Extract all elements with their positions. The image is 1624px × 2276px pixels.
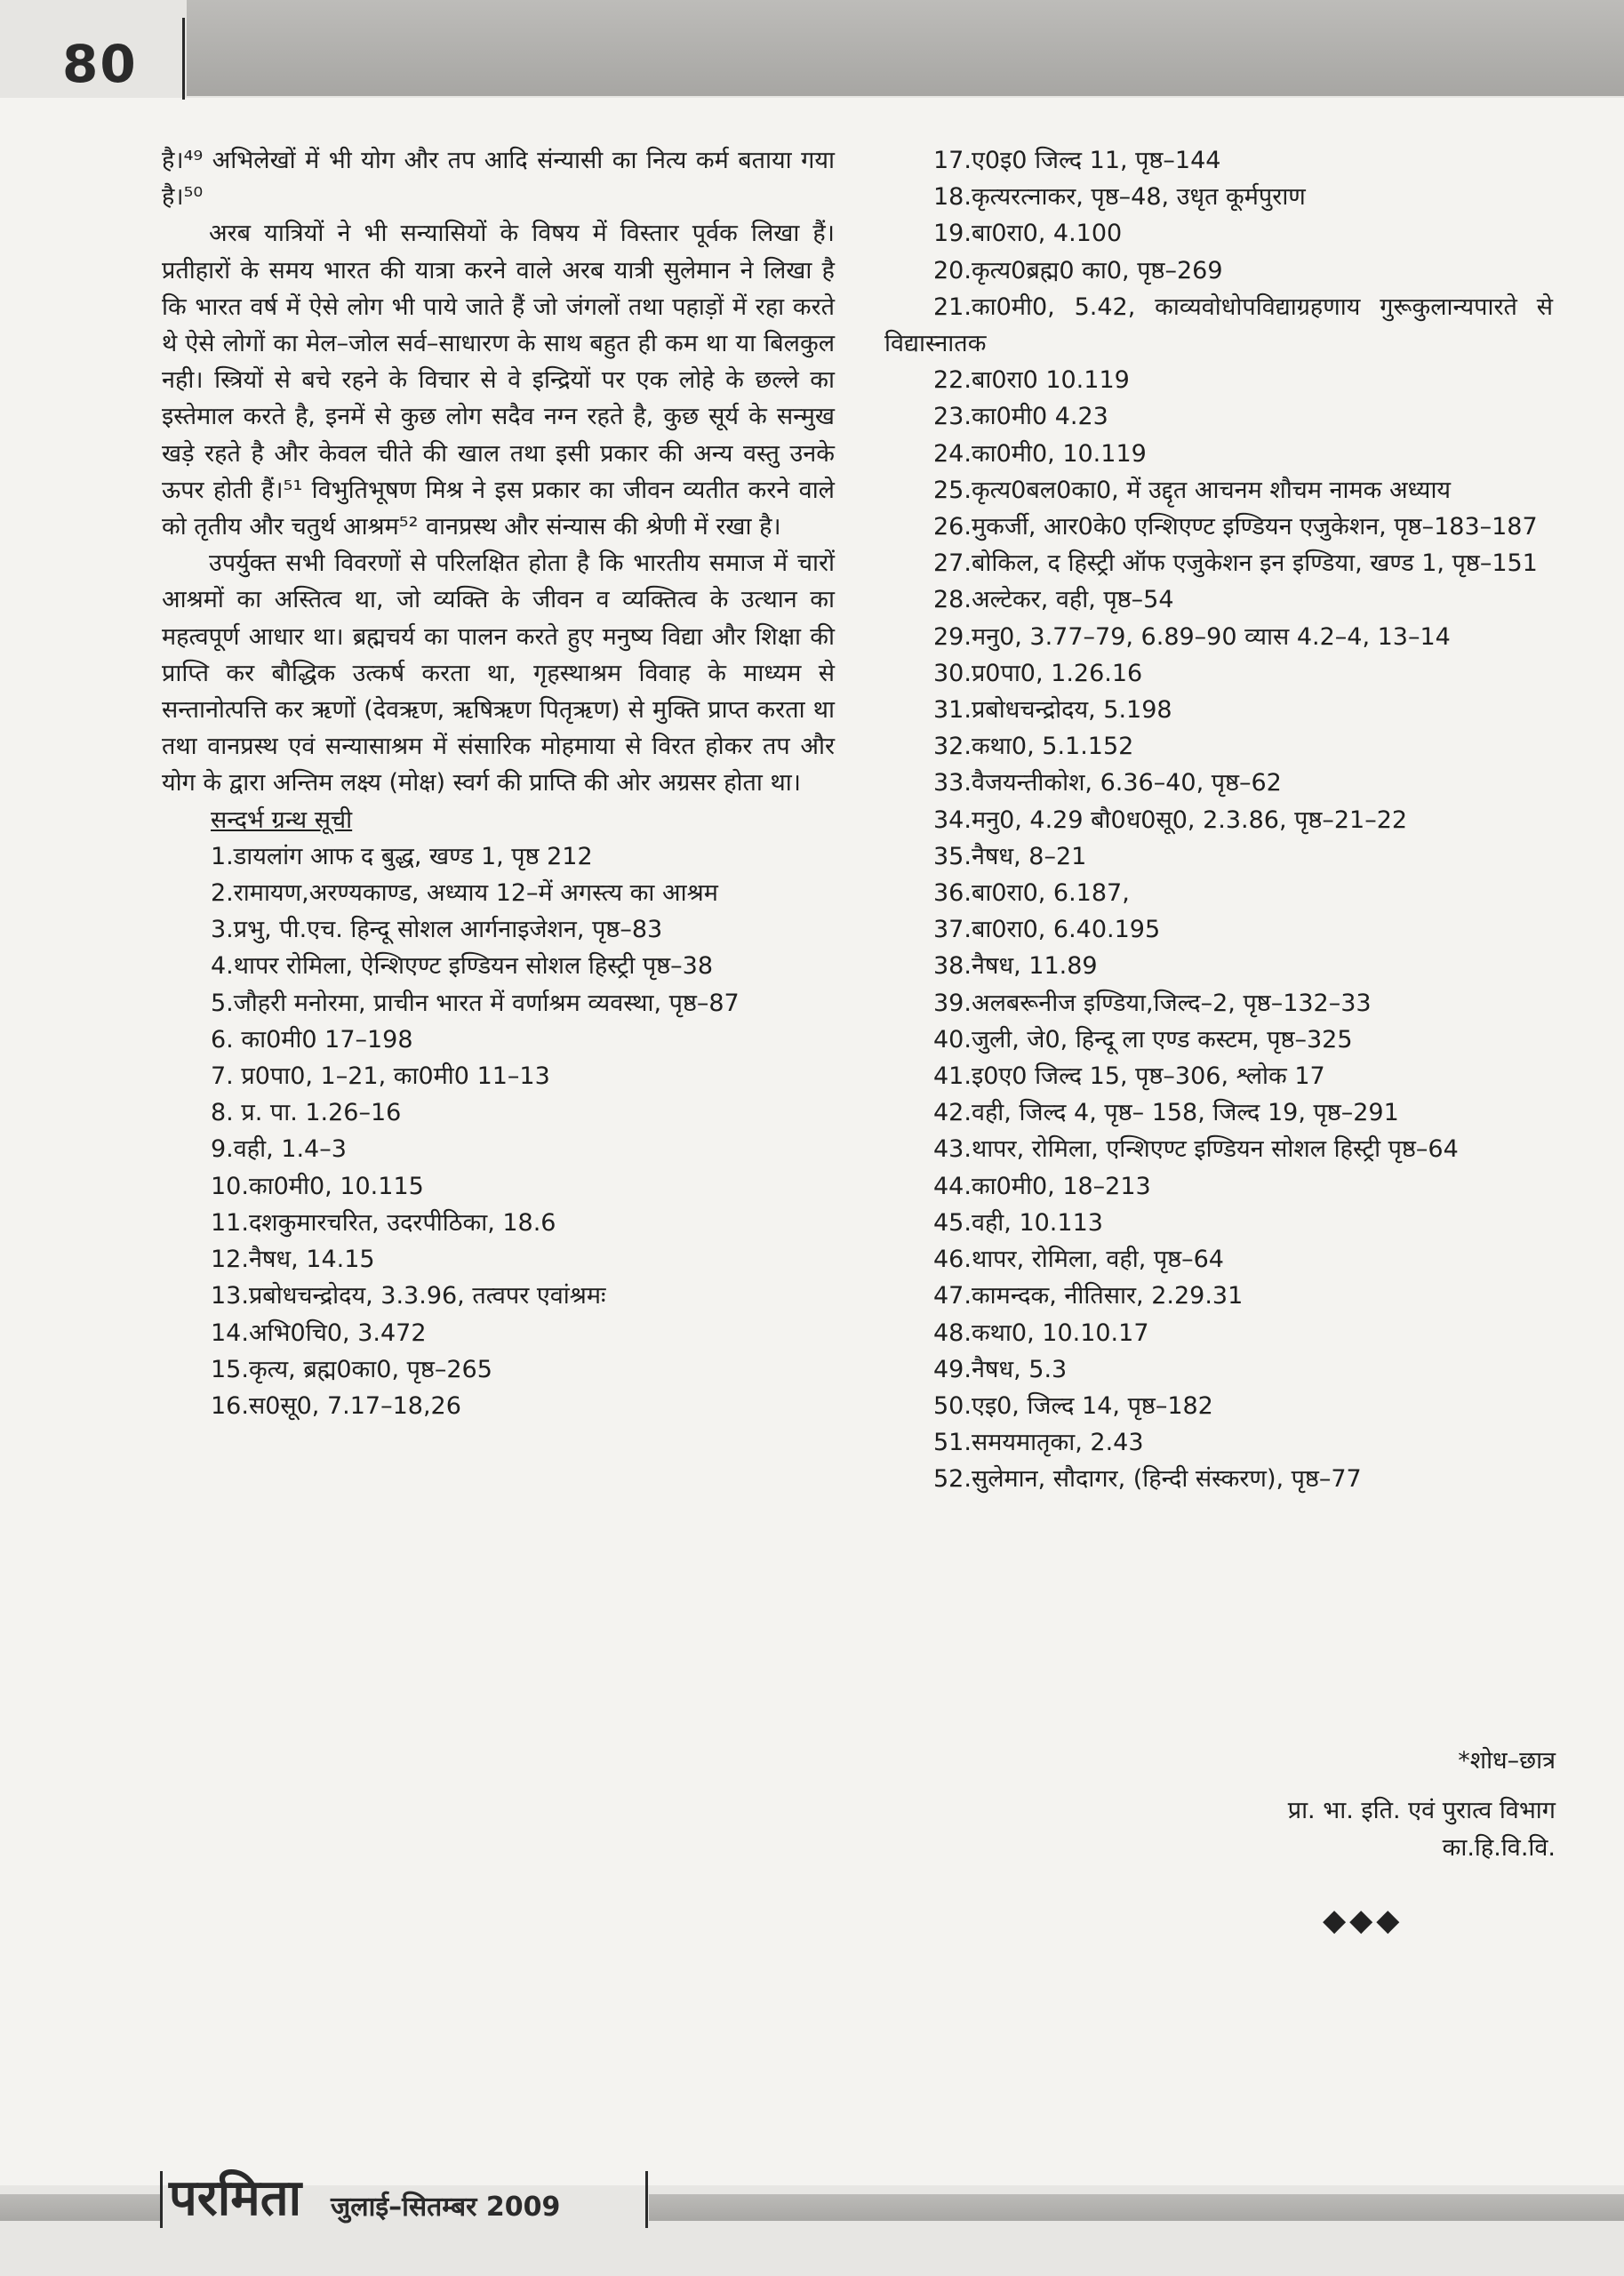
reference-item: 11.दशकुमारचरित, उदरपीठिका, 18.6 xyxy=(211,1208,556,1237)
page-number: 80 xyxy=(62,34,138,94)
reference-item: 19.बा0रा0, 4.100 xyxy=(933,220,1123,248)
reference-item: 35.नैषध, 8–21 xyxy=(933,842,1087,870)
paragraph: अरब यात्रियों ने भी सन्यासियों के विषय में विस्तार पूर्वक लिखा हैं। प्रतीहारों के समय भारत की यात्रा करने वाले अरब यात्री सुलेमान ने लिखा है कि भारत वर्ष में ऐसे लोग भी पाये जाते हैं जो जंगलों तथा पहाड़ों में रहा करते थे ऐसे लोगों का मेल–जोल सर्व–साधारण के साथ बहुत ही कम था या बिलकुल नही। स्त्रियों से बचे रहने के विचार से वे इन्द्रियों पर एक लोहे के छल्ले का इस्तेमाल करते है, इनमें से कुछ लोग सदैव नग्न रहते है, कुछ सूर्य के सन्मुख खड़े रहते है और केवल चीते की खाल तथा इसी प्रकार की अन्य वस्तु उनके ऊपर होती हैं।⁵¹ विभुतिभूषण मिश्र ने इस प्रकार का जीवन व्यतीत करने वाले को तृतीय और चतुर्थ आश्रम⁵² वानप्रस्थ और संन्यास की श्रेणी में रखा है। xyxy=(162,220,835,541)
reference-item: 9.वही, 1.4–3 xyxy=(211,1135,347,1164)
paragraph: उपर्युक्त सभी विवरणों से परिलक्षित होता है कि भारतीय समाज में चारों आश्रमों का अस्तित्व था, जो व्यक्ति के जीवन व व्यक्तित्व के उत्थान का महत्वपूर्ण आधार था। ब्रह्मचर्य का पालन करते हुए मनुष्य विद्या और शिक्षा की प्राप्ति कर बौद्धिक उत्कर्ष करता था, गृहस्थाश्रम विवाह के माध्यम से सन्तानोत्पत्ति कर ऋणों (देवऋण, ऋषिऋण पितृऋण) से मुक्ति प्राप्त करता था तथा वानप्रस्थ एवं सन्यासाश्रम में संसारिक मोहमाया से विरत होकर तप और योग के द्वारा अन्तिम लक्ष्य (मोक्ष) स्वर्ग की प्राप्ति की ओर अग्रसर होता था। xyxy=(162,549,835,797)
reference-item: 36.बा0रा0, 6.187, xyxy=(933,879,1130,908)
reference-item: 25.कृत्य0बल0का0, में उद्दृत आचनम शौचम नामक अध्याय xyxy=(933,476,1452,504)
reference-item: 32.कथा0, 5.1.152 xyxy=(933,733,1134,761)
reference-item: 29.मनु0, 3.77–79, 6.89–90 व्यास 4.2–4, 13–14 xyxy=(933,622,1451,651)
reference-item: 26.मुकर्जी, आर0के0 एन्शिएण्ट इण्डियन एजुकेशन, पृष्ठ–183–187 xyxy=(933,513,1538,541)
reference-item: 48.कथा0, 10.10.17 xyxy=(933,1318,1149,1347)
reference-item: 37.बा0रा0, 6.40.195 xyxy=(933,916,1161,944)
reference-item: 6. का0मी0 17–198 xyxy=(211,1025,413,1054)
reference-item: 49.नैषध, 5.3 xyxy=(933,1355,1068,1383)
reference-item: 4.थापर रोमिला, ऐन्शिएण्ट इण्डियन सोशल हिस्ट्री पृष्ठ–38 xyxy=(211,952,714,981)
reference-item: 24.का0मी0, 10.119 xyxy=(933,439,1147,468)
reference-item: 45.वही, 10.113 xyxy=(933,1208,1103,1237)
reference-item: 47.कामन्दक, नीतिसार, 2.29.31 xyxy=(933,1282,1244,1310)
reference-item: 1.डायलांग आफ द बुद्ध, खण्ड 1, पृष्ठ 212 xyxy=(211,842,593,870)
reference-item: 20.कृत्य0ब्रह्म0 का0, पृष्ठ–269 xyxy=(933,256,1223,284)
header-divider xyxy=(182,18,185,100)
reference-item: 10.का0मी0, 10.115 xyxy=(211,1172,424,1200)
reference-item: 3.प्रभु, पी.एच. हिन्दू सोशल आर्गनाइजेशन, पृष्ठ–83 xyxy=(211,916,663,944)
reference-item: 50.एइ0, जिल्द 14, पृष्ठ–182 xyxy=(933,1391,1213,1420)
header-grey-bar xyxy=(187,0,1624,96)
reference-item: 28.अल्टेकर, वही, पृष्ठ–54 xyxy=(933,586,1174,614)
university: का.हि.वि.वि. xyxy=(1442,1834,1556,1862)
footer-divider-left xyxy=(160,2171,163,2228)
references-heading: सन्दर्भ ग्रन्थ सूची xyxy=(211,805,353,834)
footer-grey-bar-right xyxy=(649,2194,1624,2221)
reference-item: 33.वैजयन्तीकोश, 6.36–40, पृष्ठ–62 xyxy=(933,769,1282,797)
reference-item: 21.का0मी0, 5.42, काव्यवोधोपविद्याग्रहणाय गुरूकुलान्यपारते से विद्यास्नातक xyxy=(884,293,1553,358)
reference-item: 15.कृत्य, ब्रह्म0का0, पृष्ठ–265 xyxy=(211,1355,492,1383)
left-column xyxy=(162,142,835,1424)
reference-item: 52.सुलेमान, सौदागर, (हिन्दी संस्करण), पृष्ठ–77 xyxy=(933,1465,1362,1494)
reference-item: 14.अभि0चि0, 3.472 xyxy=(211,1318,427,1347)
reference-item: 38.नैषध, 11.89 xyxy=(933,952,1098,981)
department: प्रा. भा. इति. एवं पुरात्व विभाग xyxy=(1287,1797,1556,1824)
reference-item: 5.जौहरी मनोरमा, प्राचीन भारत में वर्णाश्रम व्यवस्था, पृष्ठ–87 xyxy=(211,989,740,1017)
author-note: *शोध–छात्र xyxy=(1458,1747,1556,1775)
reference-item: 27.बोकिल, द हिस्ट्री ऑफ एजुकेशन इन इण्डिया, खण्ड 1, पृष्ठ–151 xyxy=(933,549,1538,578)
journal-name: परमिता xyxy=(169,2168,302,2227)
reference-item: 43.थापर, रोमिला, एन्शिएण्ट इण्डियन सोशल हिस्ट्री पृष्ठ–64 xyxy=(933,1135,1459,1164)
footer-grey-bar-left xyxy=(0,2194,160,2221)
reference-item: 41.इ0ए0 जिल्द 15, पृष्ठ–306, श्लोक 17 xyxy=(933,1062,1325,1091)
reference-item: 12.नैषध, 14.15 xyxy=(211,1246,375,1274)
reference-item: 16.स0सू0, 7.17–18,26 xyxy=(211,1391,461,1420)
reference-item: 13.प्रबोधचन्द्रोदय, 3.3.96, तत्वपर एवांश्रमः xyxy=(211,1282,606,1310)
paragraph: है।⁴⁹ अभिलेखों में भी योग और तप आदि संन्यासी का नित्य कर्म बताया गया है।⁵⁰ xyxy=(162,147,835,212)
footer-divider-right xyxy=(645,2171,648,2228)
reference-item: 7. प्र0पा0, 1–21, का0मी0 11–13 xyxy=(211,1062,550,1091)
reference-item: 31.प्रबोधचन्द्रोदय, 5.198 xyxy=(933,696,1172,725)
reference-item: 42.वही, जिल्द 4, पृष्ठ– 158, जिल्द 19, पृष्ठ–291 xyxy=(933,1099,1399,1127)
reference-item: 2.रामायण,अरण्यकाण्ड, अध्याय 12–में अगस्त्य का आश्रम xyxy=(211,879,718,908)
reference-item: 18.कृत्यरत्नाकर, पृष्ठ–48, उधृत कूर्मपुराण xyxy=(933,183,1306,212)
reference-item: 23.का0मी0 4.23 xyxy=(933,403,1108,431)
reference-item: 40.जुली, जे0, हिन्दू ला एण्ड कस्टम, पृष्ठ–325 xyxy=(933,1025,1353,1054)
reference-item: 30.प्र0पा0, 1.26.16 xyxy=(933,659,1143,687)
reference-item: 34.मनु0, 4.29 बौ0ध0सू0, 2.3.86, पृष्ठ–21–22 xyxy=(933,805,1408,834)
reference-item: 8. प्र. पा. 1.26–16 xyxy=(211,1099,402,1127)
reference-item: 44.का0मी0, 18–213 xyxy=(933,1172,1151,1200)
reference-item: 39.अलबरूनीज इण्डिया,जिल्द–2, पृष्ठ–132–33 xyxy=(933,989,1372,1017)
issue-date: जुलाई–सितम्बर 2009 xyxy=(331,2192,561,2223)
right-column xyxy=(884,142,1553,1498)
reference-item: 46.थापर, रोमिला, वही, पृष्ठ–64 xyxy=(933,1246,1224,1274)
reference-item: 51.समयमातृका, 2.43 xyxy=(933,1429,1144,1457)
reference-item: 17.ए0इ0 जिल्द 11, पृष्ठ–144 xyxy=(933,147,1221,174)
reference-item: 22.बा0रा0 10.119 xyxy=(933,366,1130,395)
end-ornament: ◆◆◆ xyxy=(1323,1903,1404,1938)
